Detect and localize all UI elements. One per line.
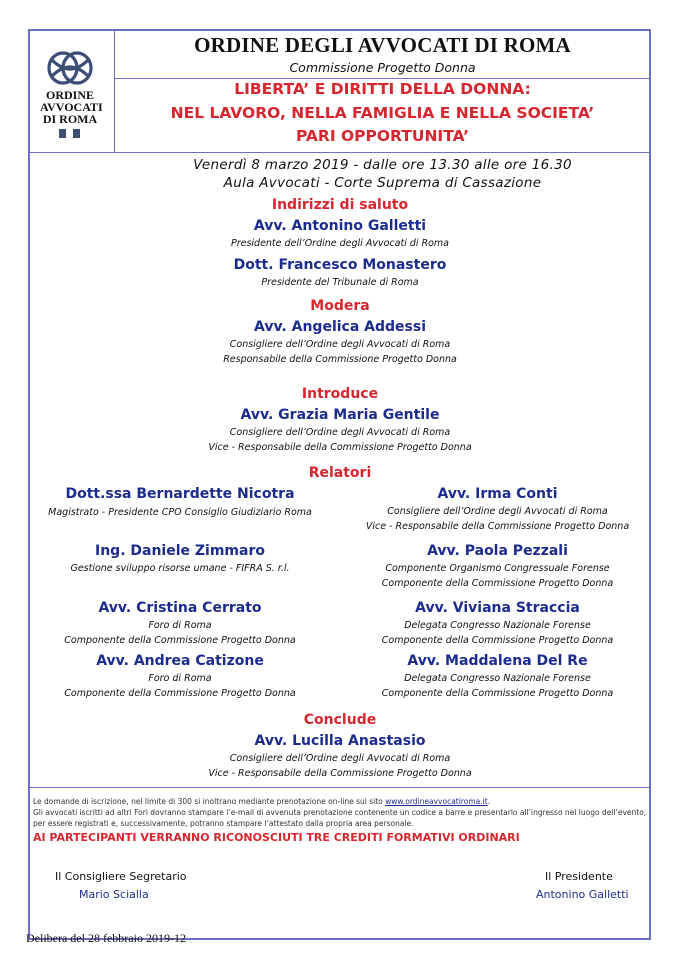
speaker-role: Delegata Congresso Nazionale Forense bbox=[404, 620, 591, 631]
introducer-role: Consigliere dell’Ordine degli Avvocati di Roma bbox=[229, 427, 451, 438]
logo-text-line: ORDINE bbox=[45, 88, 94, 102]
signature-label-secretary: Il Consigliere Segretario bbox=[55, 870, 187, 883]
header-bottom-divider bbox=[28, 152, 651, 153]
section-heading-saluti: Indirizzi di saluto bbox=[271, 197, 409, 213]
delibera-note: Delibera del 28 febbraio 2019-12 bbox=[26, 931, 186, 945]
credits-notice: AI PARTECIPANTI VERRANNO RICONOSCIUTI TRE CREDITI FORMATIVI ORDINARI bbox=[33, 831, 520, 844]
speaker-role: Gestione sviluppo risorse umane - FIFRA S. r.l. bbox=[70, 563, 290, 574]
speaker-role: Delegata Congresso Nazionale Forense bbox=[404, 673, 591, 684]
footer-divider bbox=[28, 787, 651, 788]
introducer-name: Avv. Grazia Maria Gentile bbox=[240, 407, 440, 423]
speaker-name: Dott. Francesco Monastero bbox=[233, 257, 447, 273]
speaker-role: Consigliere dell’Ordine degli Avvocati di Roma bbox=[387, 506, 608, 517]
columns-icon bbox=[55, 128, 85, 138]
speaker-role: Vice - Responsabile della Commissione Progetto Donna bbox=[365, 521, 630, 532]
speaker-name: Avv. Maddalena Del Re bbox=[407, 653, 588, 669]
logo-text-line: AVVOCATI bbox=[40, 100, 103, 114]
header-divider bbox=[115, 78, 651, 79]
moderator-role: Responsabile della Commissione Progetto Donna bbox=[223, 354, 457, 365]
signature-name-president: Antonino Galletti bbox=[536, 888, 629, 901]
closing-speaker-role: Vice - Responsabile della Commissione Progetto Donna bbox=[208, 768, 472, 779]
speaker-name: Avv. Viviana Straccia bbox=[415, 600, 580, 616]
speaker-name: Avv. Andrea Catizone bbox=[96, 653, 264, 669]
section-heading-relatori: Relatori bbox=[308, 465, 372, 481]
org-title: ORDINE DEGLI AVVOCATI DI ROMA bbox=[194, 33, 571, 57]
speaker-role: Foro di Roma bbox=[148, 673, 212, 684]
speaker-role: Presidente dell’Ordine degli Avvocati di Roma bbox=[230, 238, 450, 249]
section-heading-modera: Modera bbox=[310, 298, 370, 314]
event-date: Venerdì 8 marzo 2019 - dalle ore 13.30 alle ore 16.30 bbox=[193, 157, 572, 173]
event-theme-line: NEL LAVORO, NELLA FAMIGLIA E NELLA SOCIETA’ bbox=[170, 104, 595, 122]
speaker-role: Magistrato - Presidente CPO Consiglio Giudiziario Roma bbox=[48, 507, 312, 518]
notes-line: per essere registrati e, successivamente, potranno stampare l’attestato dalla propria area personale. bbox=[33, 819, 414, 828]
speaker-name: Dott.ssa Bernardette Nicotra bbox=[65, 486, 295, 502]
section-heading-conclude: Conclude bbox=[303, 712, 377, 728]
speaker-name: Avv. Antonino Galletti bbox=[253, 218, 427, 234]
notes-line bbox=[33, 796, 648, 807]
speaker-role: Componente della Commissione Progetto Donna bbox=[381, 635, 614, 646]
closing-speaker-role: Consigliere dell’Ordine degli Avvocati di Roma bbox=[229, 753, 451, 764]
commission-name: Commissione Progetto Donna bbox=[289, 60, 476, 75]
speaker-name: Avv. Cristina Cerrato bbox=[98, 600, 262, 616]
introducer-role: Vice - Responsabile della Commissione Progetto Donna bbox=[208, 442, 472, 453]
registration-notes bbox=[33, 796, 648, 829]
moderator-name: Avv. Angelica Addessi bbox=[253, 319, 426, 335]
notes-text: . bbox=[487, 797, 491, 806]
order-logo bbox=[40, 48, 103, 138]
speaker-role: Componente della Commissione Progetto Donna bbox=[64, 688, 296, 699]
section-heading-introduce: Introduce bbox=[301, 386, 379, 402]
moderator-role: Consigliere dell’Ordine degli Avvocati di Roma bbox=[229, 339, 451, 350]
speaker-role: Foro di Roma bbox=[148, 620, 212, 631]
notes-text: Le domande di iscrizione, nel limite di 300 si inoltrano mediante prenotazione on-line sul sito bbox=[33, 797, 386, 806]
signature-name-secretary: Mario Scialla bbox=[79, 888, 149, 901]
event-theme-line: PARI OPPORTUNITA’ bbox=[295, 127, 470, 145]
speaker-role: Presidente del Tribunale di Roma bbox=[261, 277, 419, 288]
speaker-role: Componente della Commissione Progetto Donna bbox=[381, 578, 614, 589]
speaker-name: Ing. Daniele Zimmaro bbox=[95, 543, 265, 559]
knot-emblem-icon bbox=[44, 48, 96, 88]
notes-line: Gli avvocati iscritti ad altri Fori dovranno stampare l’e-mail di avvenuta prenotazione contenente un codice a barre e presentarlo all’ingresso nel luogo dell’evento, bbox=[33, 808, 647, 817]
speaker-role: Componente Organismo Congressuale Forense bbox=[385, 563, 610, 574]
event-venue: Aula Avvocati - Corte Suprema di Cassazione bbox=[223, 175, 542, 191]
speaker-name: Avv. Irma Conti bbox=[437, 486, 558, 502]
event-theme-line: LIBERTA’ E DIRITTI DELLA DONNA: bbox=[234, 80, 531, 98]
closing-speaker-name: Avv. Lucilla Anastasio bbox=[254, 733, 426, 749]
speaker-role: Componente della Commissione Progetto Donna bbox=[64, 635, 296, 646]
speaker-name: Avv. Paola Pezzali bbox=[427, 543, 568, 559]
logo-text-line: DI ROMA bbox=[42, 112, 98, 126]
signature-label-president: Il Presidente bbox=[545, 870, 613, 883]
speaker-role: Componente della Commissione Progetto Donna bbox=[381, 688, 614, 699]
website-link[interactable]: www.ordineavvocatiroma.it bbox=[385, 797, 488, 806]
